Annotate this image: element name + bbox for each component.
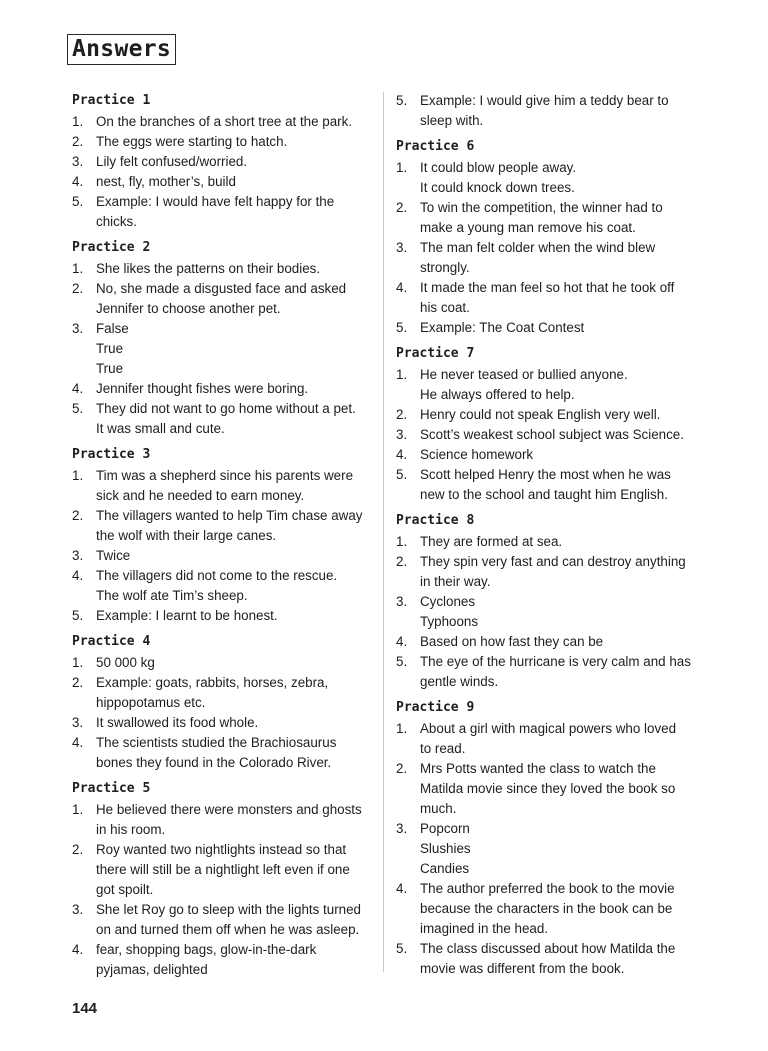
answer-line: in their way. <box>420 574 491 589</box>
answer-text <box>420 198 701 238</box>
answer-line: Based on how fast they can be <box>420 634 604 649</box>
answer-item <box>396 759 701 819</box>
answer-line: Scott helped Henry the most when he was <box>420 467 671 482</box>
answer-number: 2. <box>72 842 84 857</box>
answer-number: 4. <box>72 381 84 396</box>
answer-number: 5. <box>396 320 408 335</box>
answer-text <box>96 566 370 606</box>
answer-number: 4. <box>396 881 408 896</box>
answer-line: He believed there were monsters and ghosts <box>96 802 362 817</box>
answer-text <box>96 259 370 279</box>
answer-line: Cyclones <box>420 594 476 609</box>
answer-number: 5. <box>72 401 84 416</box>
answer-item <box>72 900 370 940</box>
answer-number: 5. <box>396 941 408 956</box>
answer-item <box>72 379 370 399</box>
answer-number: 2. <box>396 200 408 215</box>
answer-number: 3. <box>72 548 84 563</box>
answer-line: The wolf ate Tim’s sheep. <box>96 588 248 603</box>
answer-item <box>396 652 701 692</box>
answer-line: True <box>96 361 124 376</box>
answer-item <box>396 939 701 979</box>
practice-3-section <box>72 445 370 626</box>
section-heading: Practice 9 <box>396 700 475 715</box>
answer-item <box>72 713 370 733</box>
practice-2-section <box>72 238 370 439</box>
answer-line: sick and he needed to earn money. <box>96 488 305 503</box>
answer-text <box>96 279 370 319</box>
answer-item <box>72 506 370 546</box>
answer-line: Roy wanted two nightlights instead so that <box>96 842 347 857</box>
answer-item <box>72 319 370 379</box>
answer-text <box>420 278 701 318</box>
answer-number: 5. <box>72 608 84 623</box>
answer-item <box>396 238 701 278</box>
answer-line: pyjamas, delighted <box>96 962 208 977</box>
answer-item <box>72 279 370 319</box>
answer-line: The class discussed about how Matilda the <box>420 941 676 956</box>
answer-text <box>96 733 370 773</box>
answer-line: imagined in the head. <box>420 921 549 936</box>
answer-line: got spoilt. <box>96 882 154 897</box>
answer-number: 5. <box>396 467 408 482</box>
answer-text <box>96 713 370 733</box>
answer-item <box>396 405 701 425</box>
answer-number: 4. <box>396 634 408 649</box>
section-heading: Practice 6 <box>396 139 475 154</box>
answer-number: 1. <box>72 802 84 817</box>
answer-item <box>72 606 370 626</box>
answer-line: nest, fly, mother’s, build <box>96 174 236 189</box>
answer-line: It made the man feel so hot that he took off <box>420 280 675 295</box>
answer-line: It swallowed its food whole. <box>96 715 259 730</box>
practice-7-section <box>396 344 701 505</box>
answer-line: The eggs were starting to hatch. <box>96 134 288 149</box>
answer-item <box>72 192 370 232</box>
answer-text <box>96 399 370 439</box>
answer-number: 1. <box>396 367 408 382</box>
answer-item <box>72 152 370 172</box>
answer-text <box>96 673 370 713</box>
answer-text <box>96 192 370 232</box>
answer-line: Typhoons <box>420 614 479 629</box>
answer-line: to read. <box>420 741 466 756</box>
answer-text <box>420 91 701 131</box>
answer-number: 3. <box>72 715 84 730</box>
answer-text <box>420 592 701 632</box>
answer-item <box>72 546 370 566</box>
answer-item <box>396 318 701 338</box>
answer-line: his coat. <box>420 300 470 315</box>
answer-line: On the branches of a short tree at the park. <box>96 114 353 129</box>
answer-text <box>420 318 701 338</box>
answer-line: He never teased or bullied anyone. <box>420 367 628 382</box>
answer-number: 1. <box>72 261 84 276</box>
answer-line: It could knock down trees. <box>420 180 575 195</box>
answer-number: 1. <box>396 534 408 549</box>
answer-number: 3. <box>396 821 408 836</box>
answer-line: new to the school and taught him English. <box>420 487 668 502</box>
answer-number: 4. <box>72 735 84 750</box>
column-divider <box>383 92 384 972</box>
section-heading: Practice 2 <box>72 240 151 255</box>
answer-number: 3. <box>396 594 408 609</box>
answer-line: Example: The Coat Contest <box>420 320 585 335</box>
answer-item <box>396 425 701 445</box>
practice-5-section <box>72 779 370 980</box>
answer-text <box>420 465 701 505</box>
answer-line: sleep with. <box>420 113 484 128</box>
answer-number: 4. <box>72 568 84 583</box>
practice-4-section <box>72 632 370 773</box>
answer-line: Example: I would have felt happy for the <box>96 194 335 209</box>
practice-1-section <box>72 91 370 232</box>
answer-number: 3. <box>396 240 408 255</box>
answer-text <box>420 552 701 592</box>
answer-line: on and turned them off when he was asleep. <box>96 922 360 937</box>
answer-item <box>396 365 701 405</box>
answer-item <box>396 819 701 879</box>
answer-item <box>72 653 370 673</box>
answer-text <box>420 425 701 445</box>
answer-item <box>72 940 370 980</box>
answer-number: 4. <box>72 942 84 957</box>
answer-number: 4. <box>72 174 84 189</box>
answer-text <box>420 939 701 979</box>
answer-line: Jennifer thought fishes were boring. <box>96 381 309 396</box>
answer-line: Slushies <box>420 841 471 856</box>
answer-item <box>72 259 370 279</box>
answer-text <box>420 445 701 465</box>
page-number: 144 <box>72 1000 98 1017</box>
answer-line: They did not want to go home without a pet. <box>96 401 356 416</box>
section-heading: Practice 7 <box>396 346 475 361</box>
answer-text <box>96 379 370 399</box>
answer-text <box>96 132 370 152</box>
answer-item <box>72 673 370 713</box>
answer-item <box>72 840 370 900</box>
answer-text <box>420 158 701 198</box>
answer-number: 2. <box>72 134 84 149</box>
answer-item <box>72 172 370 192</box>
answer-line: Jennifer to choose another pet. <box>96 301 281 316</box>
answer-text <box>420 238 701 278</box>
answer-text <box>420 405 701 425</box>
answer-item <box>72 399 370 439</box>
practice-8-section <box>396 511 701 692</box>
answer-number: 4. <box>396 447 408 462</box>
answer-number: 5. <box>396 93 408 108</box>
answer-line: To win the competition, the winner had to <box>420 200 663 215</box>
answer-text <box>420 759 701 819</box>
answer-item <box>396 91 701 131</box>
answer-text <box>420 365 701 405</box>
continued-section <box>396 91 701 131</box>
answer-line: About a girl with magical powers who loved <box>420 721 677 736</box>
answer-text <box>96 152 370 172</box>
section-heading: Practice 5 <box>72 781 151 796</box>
answer-text <box>96 653 370 673</box>
answer-item <box>396 158 701 198</box>
answer-item <box>396 879 701 939</box>
answer-item <box>396 465 701 505</box>
answer-number: 3. <box>396 427 408 442</box>
answer-item <box>72 466 370 506</box>
answer-item <box>72 132 370 152</box>
answer-number: 2. <box>396 761 408 776</box>
answer-line: because the characters in the book can be <box>420 901 673 916</box>
answer-text <box>96 546 370 566</box>
answer-text <box>96 940 370 980</box>
answer-item <box>396 592 701 632</box>
answer-item <box>396 632 701 652</box>
answer-number: 3. <box>72 902 84 917</box>
answer-line: there will still be a nightlight left even if one <box>96 862 350 877</box>
answer-line: Matilda movie since they loved the book so <box>420 781 676 796</box>
practice-6-section <box>396 137 701 338</box>
section-heading: Practice 3 <box>72 447 151 462</box>
answer-number: 1. <box>72 114 84 129</box>
answer-line: in his room. <box>96 822 166 837</box>
answer-text <box>420 652 701 692</box>
answer-number: 3. <box>72 321 84 336</box>
answer-item <box>72 112 370 132</box>
answer-line: Popcorn <box>420 821 470 836</box>
section-heading: Practice 8 <box>396 513 475 528</box>
section-heading: Practice 1 <box>72 93 151 108</box>
answer-line: The villagers did not come to the rescue. <box>96 568 338 583</box>
practice-9-section <box>396 698 701 979</box>
answer-line: They spin very fast and can destroy anything <box>420 554 686 569</box>
answer-line: 50 000 kg <box>96 655 155 670</box>
answer-line: much. <box>420 801 457 816</box>
answer-line: The man felt colder when the wind blew <box>420 240 656 255</box>
page-title: Answers <box>67 34 176 65</box>
answer-line: Candies <box>420 861 470 876</box>
answer-line: make a young man remove his coat. <box>420 220 636 235</box>
right-answer-column <box>396 91 701 985</box>
answer-number: 1. <box>72 655 84 670</box>
answer-text <box>96 506 370 546</box>
answer-number: 4. <box>396 280 408 295</box>
answer-line: Henry could not speak English very well. <box>420 407 661 422</box>
answer-item <box>396 532 701 552</box>
answer-item <box>72 800 370 840</box>
answer-item <box>72 566 370 606</box>
answer-line: Twice <box>96 548 131 563</box>
answer-line: True <box>96 341 124 356</box>
answer-text <box>96 466 370 506</box>
answer-number: 2. <box>396 407 408 422</box>
answer-line: They are formed at sea. <box>420 534 563 549</box>
answer-line: Tim was a shepherd since his parents were <box>96 468 354 483</box>
answer-line: It was small and cute. <box>96 421 225 436</box>
answer-item <box>396 198 701 238</box>
answer-text <box>96 112 370 132</box>
answer-number: 1. <box>396 721 408 736</box>
answer-text <box>96 319 370 379</box>
answer-line: Example: goats, rabbits, horses, zebra, <box>96 675 329 690</box>
answer-item <box>72 733 370 773</box>
answer-number: 1. <box>72 468 84 483</box>
answer-text <box>420 719 701 759</box>
answer-line: fear, shopping bags, glow-in-the-dark <box>96 942 317 957</box>
answer-line: The eye of the hurricane is very calm and has <box>420 654 691 669</box>
answer-item <box>396 278 701 318</box>
section-heading: Practice 4 <box>72 634 151 649</box>
answer-number: 2. <box>72 508 84 523</box>
answer-item <box>396 445 701 465</box>
answer-line: It could blow people away. <box>420 160 577 175</box>
answer-line: Science homework <box>420 447 534 462</box>
answer-number: 1. <box>396 160 408 175</box>
answer-line: The author preferred the book to the movie <box>420 881 675 896</box>
answer-text <box>96 606 370 626</box>
answer-line: movie was different from the book. <box>420 961 625 976</box>
answer-line: Mrs Potts wanted the class to watch the <box>420 761 656 776</box>
answer-item <box>396 552 701 592</box>
answer-text <box>96 172 370 192</box>
answer-line: Scott’s weakest school subject was Science. <box>420 427 684 442</box>
answer-text <box>96 900 370 940</box>
answer-text <box>420 879 701 939</box>
answer-line: the wolf with their large canes. <box>96 528 277 543</box>
answer-line: He always offered to help. <box>420 387 575 402</box>
answer-text <box>420 819 701 879</box>
answer-line: chicks. <box>96 214 137 229</box>
answer-line: hippopotamus etc. <box>96 695 206 710</box>
answer-text <box>96 840 370 900</box>
answer-line: She likes the patterns on their bodies. <box>96 261 321 276</box>
answer-text <box>420 632 701 652</box>
answer-item <box>396 719 701 759</box>
answer-number: 5. <box>396 654 408 669</box>
answer-text <box>420 532 701 552</box>
answer-line: Example: I would give him a teddy bear to <box>420 93 669 108</box>
answer-number: 3. <box>72 154 84 169</box>
answer-line: strongly. <box>420 260 470 275</box>
answer-number: 2. <box>72 281 84 296</box>
answer-line: False <box>96 321 129 336</box>
answer-text <box>96 800 370 840</box>
answer-line: Lily felt confused/worried. <box>96 154 248 169</box>
answer-line: Example: I learnt to be honest. <box>96 608 278 623</box>
left-answer-column <box>72 91 370 986</box>
answer-line: gentle winds. <box>420 674 499 689</box>
answer-line: No, she made a disgusted face and asked <box>96 281 347 296</box>
answer-line: bones they found in the Colorado River. <box>96 755 332 770</box>
answer-line: She let Roy go to sleep with the lights turned <box>96 902 361 917</box>
answer-number: 2. <box>396 554 408 569</box>
answer-number: 2. <box>72 675 84 690</box>
answer-line: The scientists studied the Brachiosaurus <box>96 735 337 750</box>
answer-line: The villagers wanted to help Tim chase away <box>96 508 363 523</box>
answer-number: 5. <box>72 194 84 209</box>
